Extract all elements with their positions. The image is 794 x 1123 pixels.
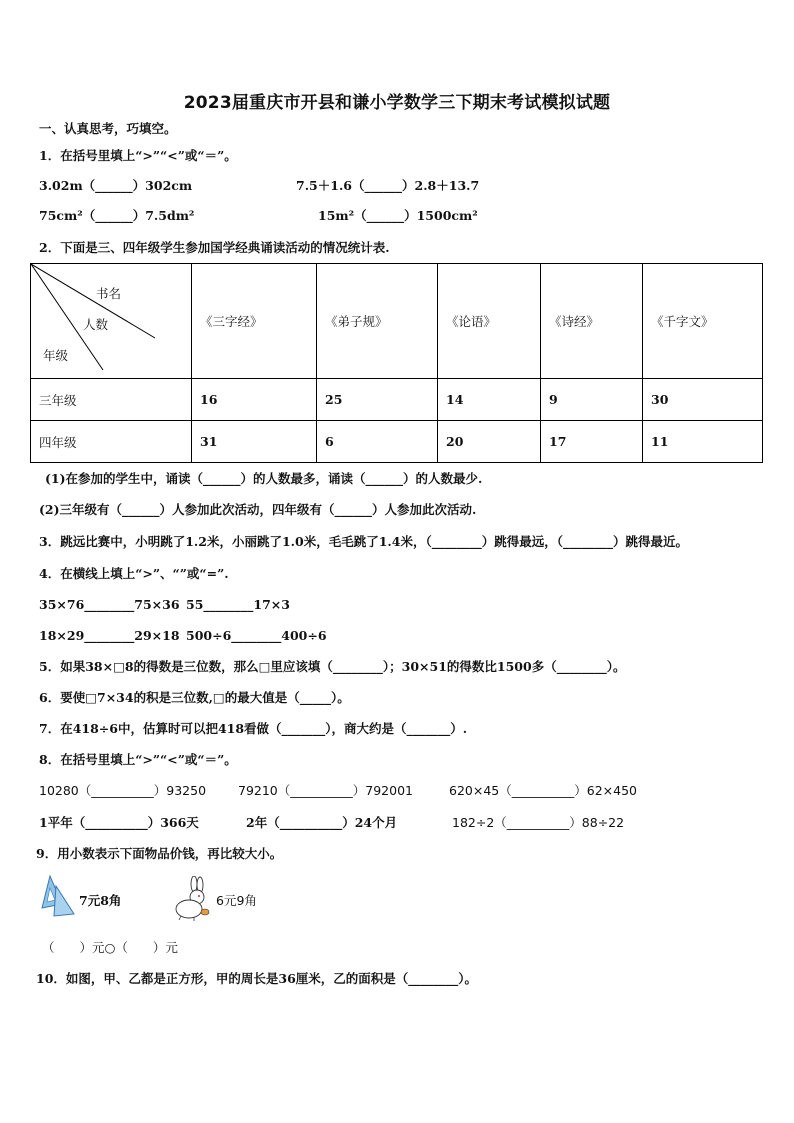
- q8-item-f: 182÷2（__________）88÷22: [452, 815, 625, 830]
- question-7: 7．在418÷6中，估算时可以把418看做（_______），商大约是（_______）.: [39, 721, 468, 736]
- header-book-label: 书名: [96, 286, 122, 301]
- q8-item-c: 620×45（__________）62×450: [449, 783, 637, 798]
- triangle-ruler-icon: [40, 874, 76, 922]
- q4-item-a: 35×76________75×36: [39, 597, 180, 612]
- table-cell: 16: [192, 379, 317, 421]
- q8-item-b: 79210（__________）792001: [238, 783, 413, 798]
- q8-item-d: 1平年（__________）366天: [39, 815, 199, 830]
- reading-stats-table: [30, 263, 763, 463]
- question-9-stem: 9．用小数表示下面物品价钱，再比较大小。: [36, 846, 283, 861]
- question-4-stem: 4．在横线上填上“>”、“”或“=”.: [39, 566, 229, 581]
- book-col-4: 《诗经》: [541, 264, 643, 379]
- table-header-row: [31, 264, 763, 379]
- q2-sub-1: (1)在参加的学生中，诵读（______）的人数最多，诵读（______）的人数最少.: [45, 471, 483, 486]
- q8-item-e: 2年（__________）24个月: [246, 815, 398, 830]
- q4-item-b: 55________17×3: [186, 597, 290, 612]
- question-5: 5．如果38×□8的得数是三位数，那么□里应该填（________）；30×51的得数比1500多（________）。: [39, 659, 626, 674]
- table-cell: 9: [541, 379, 643, 421]
- header-people-label: 人数: [83, 317, 109, 332]
- table-row: [31, 379, 763, 421]
- row-grade-label: 三年级: [31, 379, 192, 421]
- header-grade-label: 年级: [43, 348, 69, 363]
- table-cell: 17: [541, 421, 643, 463]
- question-1-stem: 1．在括号里填上“>”“<”或“＝”。: [39, 148, 237, 163]
- diagonal-header-cell: [31, 264, 192, 379]
- row-grade-label: 四年级: [31, 421, 192, 463]
- book-col-3: 《论语》: [438, 264, 541, 379]
- table-cell: 20: [438, 421, 541, 463]
- book-col-2: 《弟子规》: [317, 264, 438, 379]
- table-cell: 31: [192, 421, 317, 463]
- q4-item-c: 18×29________29×18: [39, 628, 180, 643]
- q1-item-c: 75cm²（______）7.5dm²: [39, 208, 195, 223]
- page-title: 2023届重庆市开县和谦小学数学三下期末考试模拟试题: [183, 93, 611, 113]
- question-3: 3．跳远比赛中，小明跳了1.2米，小丽跳了1.0米，毛毛跳了1.4米，（________）跳得最远，（________）跳得最近。: [39, 534, 688, 549]
- q8-item-a: 10280（__________）93250: [39, 783, 207, 798]
- table-cell: 25: [317, 379, 438, 421]
- rabbit-toy-icon: [172, 876, 214, 926]
- price-1: 7元8角: [79, 893, 122, 908]
- q4-item-d: 500÷6________400÷6: [186, 628, 327, 643]
- q9-answer: （ ）元○（ ）元: [42, 940, 178, 955]
- question-6: 6．要使□7×34的积是三位数,□的最大值是（_____）。: [39, 690, 350, 705]
- question-8-stem: 8．在括号里填上“>”“<”或“＝”。: [39, 752, 237, 767]
- question-2-stem: 2．下面是三、四年级学生参加国学经典诵读活动的情况统计表.: [39, 240, 390, 255]
- question-10: 10．如图，甲、乙都是正方形，甲的周长是36厘米，乙的面积是（________）。: [36, 971, 478, 986]
- table-row: [31, 421, 763, 463]
- q2-sub-2: (2)三年级有（______）人参加此次活动，四年级有（______）人参加此次活动.: [39, 502, 477, 517]
- table-cell: 11: [643, 421, 763, 463]
- table-cell: 30: [643, 379, 763, 421]
- section-heading: 一、认真思考，巧填空。: [39, 121, 177, 136]
- q1-item-b: 7.5＋1.6（______）2.8＋13.7: [296, 178, 480, 193]
- table-cell: 14: [438, 379, 541, 421]
- table-cell: 6: [317, 421, 438, 463]
- q1-item-d: 15m²（______）1500cm²: [318, 208, 478, 223]
- book-col-5: 《千字文》: [643, 264, 763, 379]
- q1-item-a: 3.02m（______）302cm: [39, 178, 193, 193]
- book-col-1: 《三字经》: [192, 264, 317, 379]
- price-2: 6元9角: [216, 893, 257, 908]
